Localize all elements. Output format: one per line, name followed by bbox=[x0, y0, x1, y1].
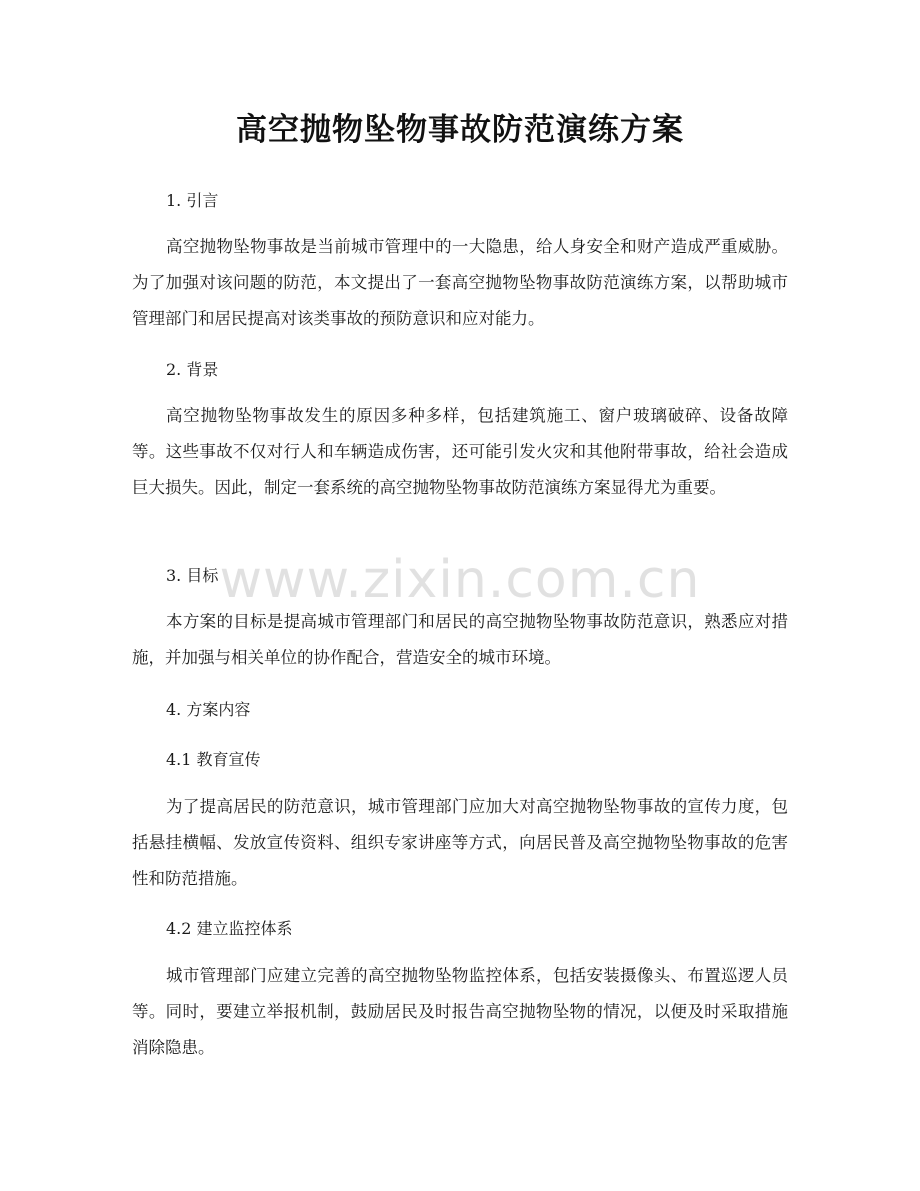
subsection-heading-education: 4.1 教育宣传 bbox=[166, 750, 261, 769]
document-title: 高空抛物坠物事故防范演练方案 bbox=[236, 112, 684, 148]
section-heading-introduction: 1. 引言 bbox=[166, 191, 219, 210]
paragraph-education: 为了提高居民的防范意识，城市管理部门应加大对高空抛物坠物事故的宣传力度，包括悬挂横幅、发放宣传资料、组织专家讲座等方式，向居民普及高空抛物坠物事故的危害性和防范措施。 bbox=[132, 797, 788, 888]
section-heading-background: 2. 背景 bbox=[166, 360, 219, 379]
watermark: www.zixin.com.cn bbox=[219, 550, 701, 610]
paragraph-background: 高空抛物坠物事故发生的原因多种多样，包括建筑施工、窗户玻璃破碎、设备故障等。这些事故不仅对行人和车辆造成伤害，还可能引发火灾和其他附带事故，给社会造成巨大损失。因此，制定一套系统的高空抛物坠物事故防范演练方案显得尤为重要。 bbox=[132, 406, 788, 497]
paragraph-introduction: 高空抛物坠物事故是当前城市管理中的一大隐患，给人身安全和财产造成严重威胁。为了加强对该问题的防范，本文提出了一套高空抛物坠物事故防范演练方案，以帮助城市管理部门和居民提高对该类事故的预防意识和应对能力。 bbox=[132, 237, 788, 328]
paragraph-goals: 本方案的目标是提高城市管理部门和居民的高空抛物坠物事故防范意识，熟悉应对措施，并加强与相关单位的协作配合，营造安全的城市环境。 bbox=[132, 612, 788, 667]
subsection-heading-monitoring: 4.2 建立监控体系 bbox=[166, 919, 293, 938]
paragraph-monitoring: 城市管理部门应建立完善的高空抛物坠物监控体系，包括安装摄像头、布置巡逻人员等。同时，要建立举报机制，鼓励居民及时报告高空抛物坠物的情况，以便及时采取措施消除隐患。 bbox=[132, 966, 788, 1057]
section-heading-plan-content: 4. 方案内容 bbox=[166, 700, 251, 719]
section-heading-goals: 3. 目标 bbox=[166, 566, 219, 585]
